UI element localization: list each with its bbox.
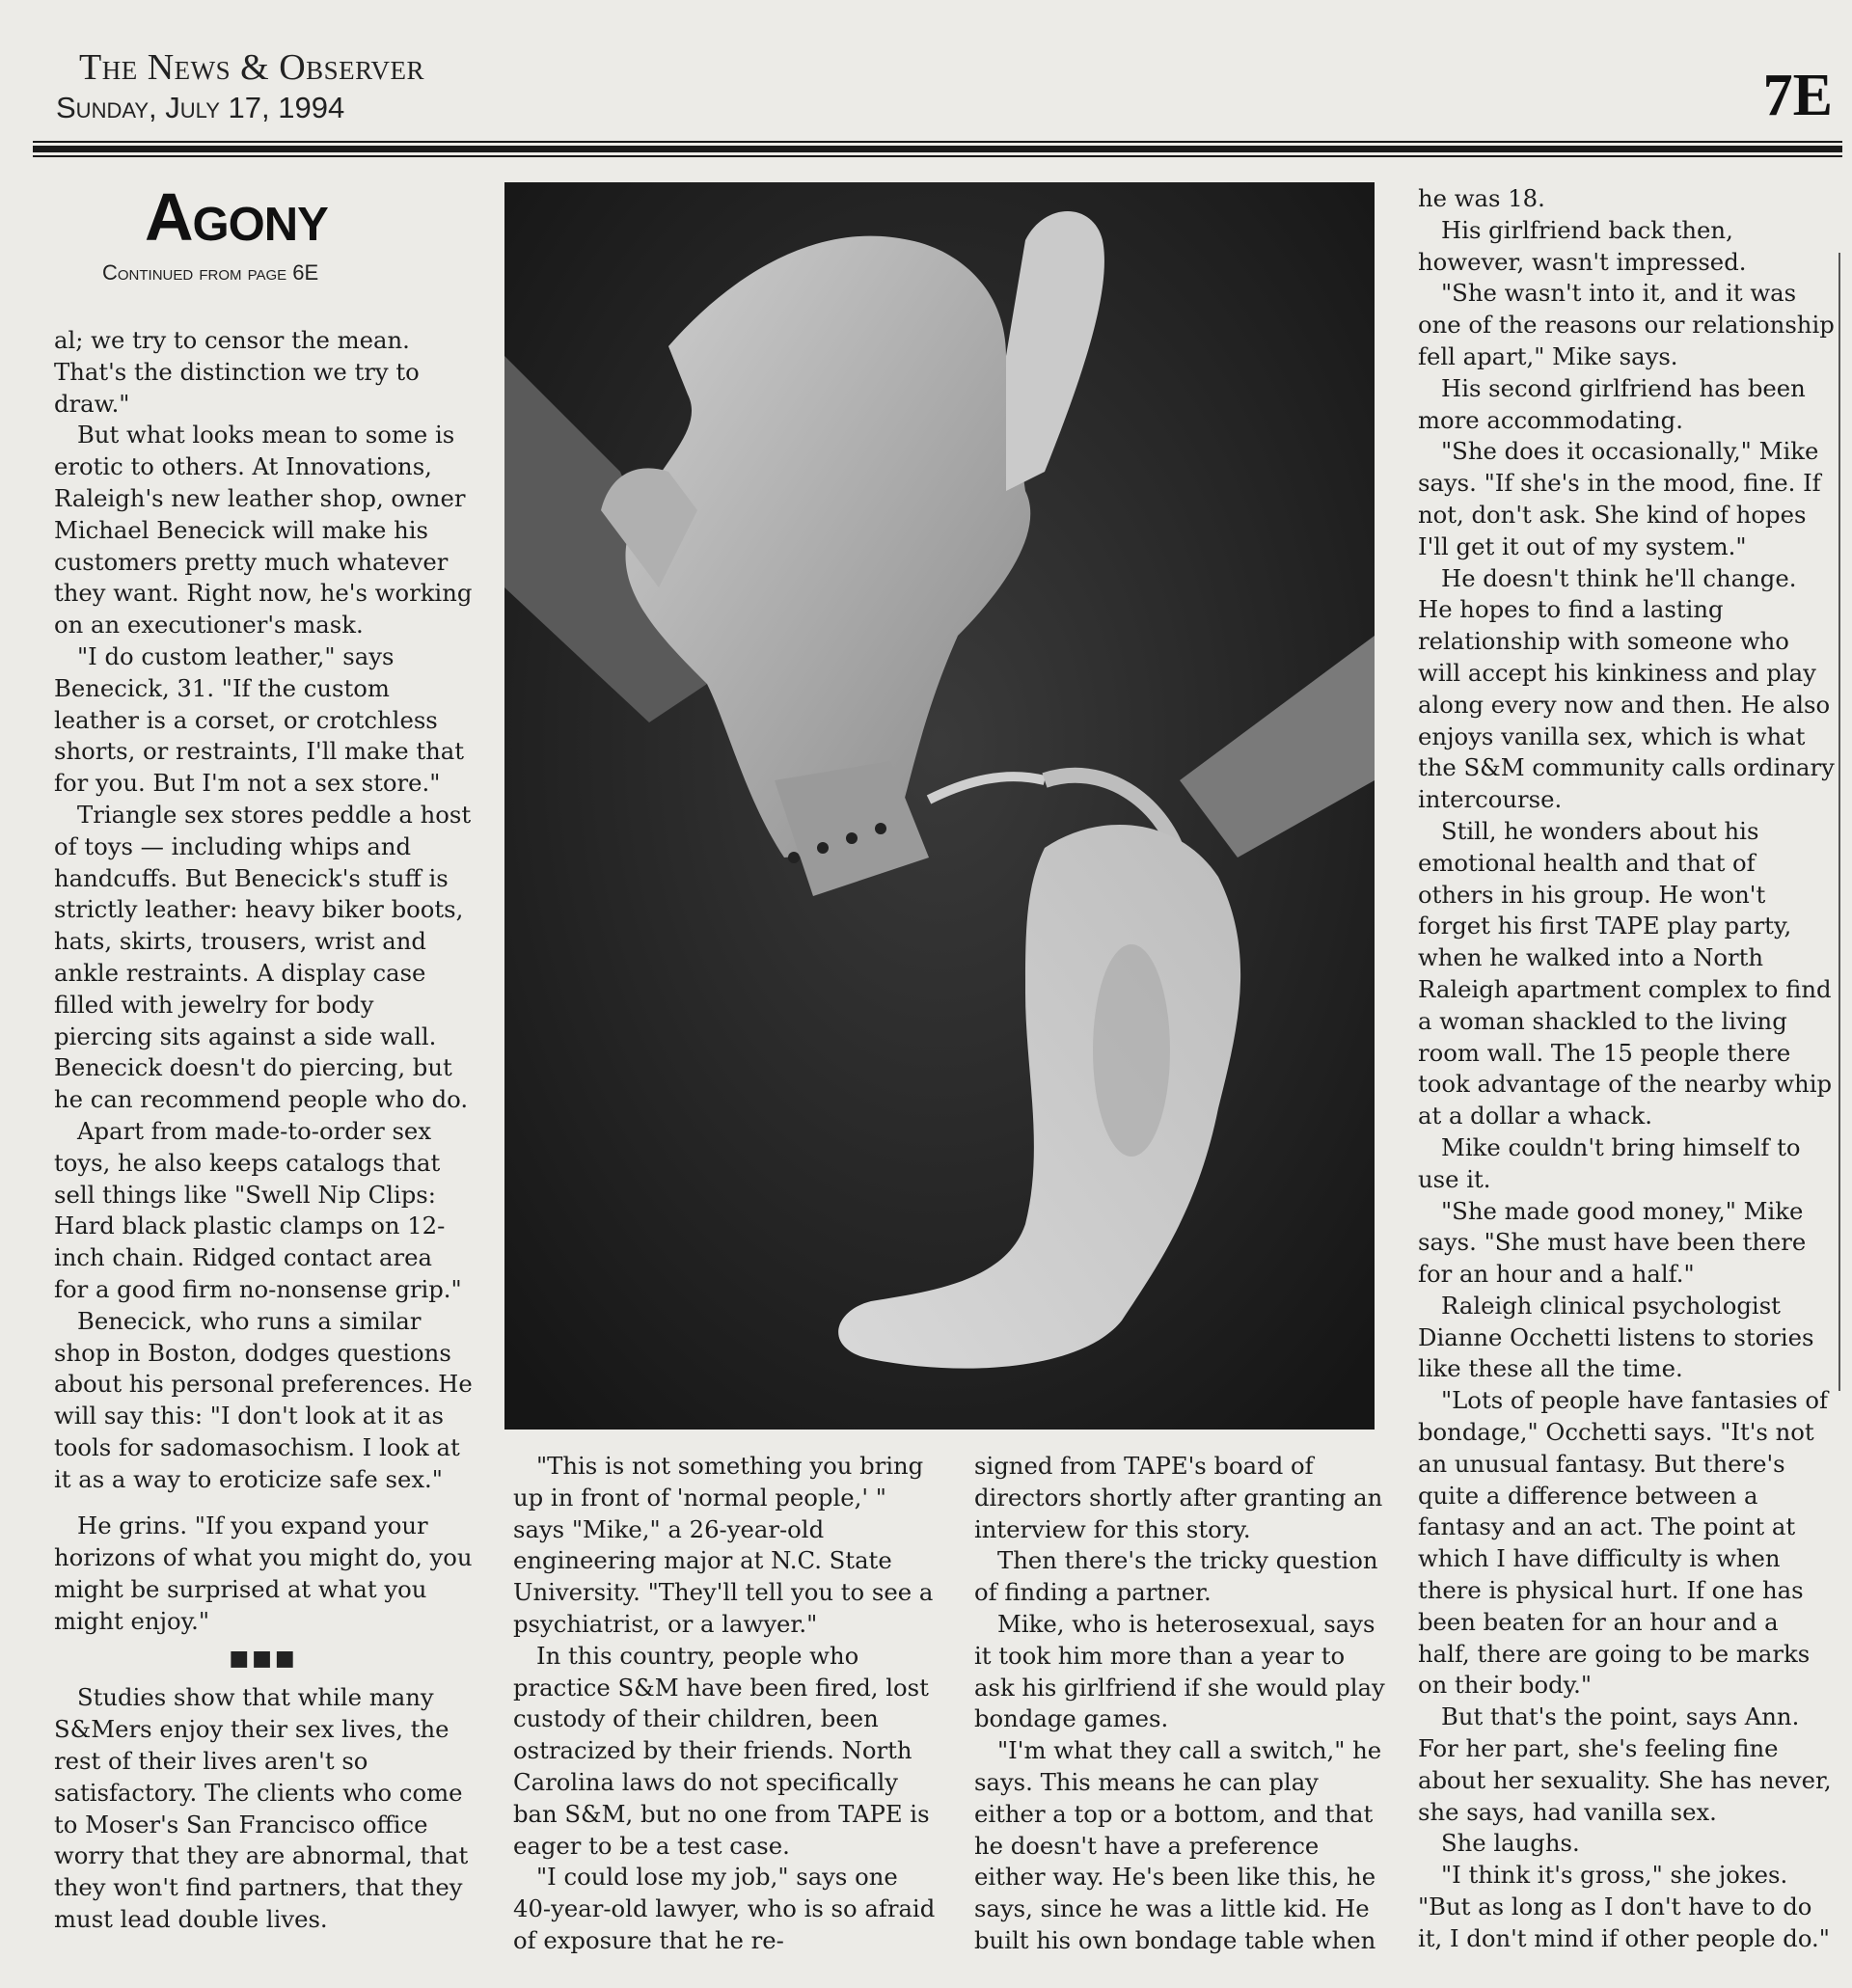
page-number: 7E <box>1762 63 1833 128</box>
paragraph: "I think it's gross," she jokes. "But as long as I don't have to do it, I don't mind if other people do." <box>1418 1861 1830 1952</box>
column-divider <box>1838 253 1840 1391</box>
paragraph: He doesn't think he'll change. He hopes to find a lasting relationship with someone who will accept his kinkiness and play along every now and then. He also enjoys vanilla sex, which is what the S&M community calls ordinary intercourse. <box>1418 563 1835 814</box>
paragraph: "I could lose my job," says one 40-year-old lawyer, who is so afraid of exposure that he re- <box>513 1863 936 1954</box>
paragraph: His second girlfriend has been more accommodating. <box>1418 373 1806 434</box>
paragraph: Triangle sex stores peddle a host of toys — including whips and handcuffs. But Benecick's stuff is strictly leather: heavy biker boots, hats, skirts, trousers, wrist and ankle restraints. A display case filled with jewelry for body piercing sits against a side wall. Benecick doesn't do piercing, but he can recommend people who do. <box>54 800 472 1114</box>
paragraph: Raleigh clinical psychologist Dianne Occhetti listens to stories like these all the time. <box>1418 1291 1814 1383</box>
paragraph: She laughs. <box>1441 1829 1580 1858</box>
article-headline: Agony <box>145 179 328 255</box>
paragraph: Apart from made-to-order sex toys, he also keeps catalogs that sell things like "Swell Nip Clips: Hard black plastic clamps on 12-inch chain. Ridged contact area for a good firm no-nonsense grip." <box>54 1116 462 1303</box>
paragraph: "She wasn't into it, and it was one of the reasons our relationship fell apart," Mike says. <box>1418 279 1835 370</box>
header-rule-thick <box>33 146 1842 152</box>
section-break-bullets: ■■■ <box>229 1646 298 1671</box>
paragraph: "Lots of people have fantasies of bondage," Occhetti says. "It's not an unusual fantasy. But there's quite a difference between a fantasy and an act. The point at which I have difficulty is when there is physical hurt. If one has been beaten for an hour and a half, there are going to be marks on their body." <box>1418 1386 1828 1700</box>
paragraph: His girlfriend back then, however, wasn't impressed. <box>1418 215 1747 276</box>
article-column-1 <box>54 325 473 1936</box>
masthead-paper-name: The News & Observer <box>79 47 425 88</box>
paragraph: "This is not something you bring up in front of 'normal people,' " says "Mike," a 26-year-old engineering major at N.C. State University. "They'll tell you to see a psychiatrist, or a lawyer." <box>513 1452 934 1638</box>
article-column-2 <box>513 1451 938 1957</box>
article-column-4 <box>1418 183 1835 1955</box>
paragraph: But what looks mean to some is erotic to others. At Innovations, Raleigh's new leather shop, owner Michael Benecick will make his customers pretty much whatever they want. Right now, he's working on an executioner's mask. <box>54 421 473 640</box>
paragraph: "I do custom leather," says Benecick, 31. "If the custom leather is a corset, or crotchless shorts, or restraints, I'll make that for you. But I'm not a sex store." <box>54 641 464 798</box>
paragraph: "She made good money," Mike says. "She must have been there for an hour and a half." <box>1418 1196 1807 1289</box>
header-rule-thin-lower <box>33 155 1842 157</box>
paragraph: "I'm what they call a switch," he says. This means he can play either a top or a bottom, and that he doesn't have a preference either way. He's been like this, he says, since he was a little kid. He built his own bondage table when <box>974 1736 1382 1954</box>
paragraph: Benecick, who runs a similar shop in Boston, dodges questions about his personal preferences. He will say this: "I don't look at it as tools for sadomasochism. I look at it as a way to eroticize safe sex." <box>54 1306 473 1493</box>
header-rule-thin <box>33 141 1842 143</box>
paragraph: Studies show that while many S&Mers enjoy their sex lives, the rest of their lives aren't so satisfactory. The clients who come to Moser's San Francisco office worry that they are abnormal, that they won't find partners, that they must lead double lives. <box>54 1683 469 1934</box>
paragraph: He grins. "If you expand your horizons of what you might do, you might be surprised at what you might enjoy." <box>54 1511 473 1635</box>
paragraph: al; we try to censor the mean. That's the distinction we try to draw." <box>54 326 420 418</box>
paragraph: Mike couldn't bring himself to use it. <box>1418 1132 1801 1193</box>
paragraph: But that's the point, says Ann. For her part, she's feeling fine about her sexuality. She has never, she says, had vanilla sex. <box>1418 1702 1832 1826</box>
paragraph: In this country, people who practice S&M have been fired, lost custody of their children, been ostracized by their friends. North Carolina laws do not specifically ban S&M, but no one from TAPE is eager to be a test case. <box>513 1641 930 1860</box>
paragraph: Then there's the tricky question of finding a partner. <box>974 1546 1378 1607</box>
article-photo <box>504 182 1375 1430</box>
paragraph: signed from TAPE's board of directors shortly after granting an interview for this story. <box>974 1452 1383 1543</box>
paragraph: Still, he wonders about his emotional health and that of others in his group. He won't forget his first TAPE play party, when he walked into a North Raleigh apartment complex to find a woman shackled to the living room wall. The 15 people there took advantage of the nearby whip at a dollar a whack. <box>1418 816 1833 1130</box>
paragraph: "She does it occasionally," Mike says. "If she's in the mood, fine. If not, don't ask. She kind of hopes I'll get it out of my system." <box>1418 437 1821 560</box>
paragraph: he was 18. <box>1418 184 1545 212</box>
continued-from-label: Continued from page 6E <box>102 260 319 285</box>
paragraph: Mike, who is heterosexual, says it took him more than a year to ask his girlfriend if she would play bondage games. <box>974 1609 1385 1733</box>
handcuffed-hands-photo-icon <box>504 182 1375 1430</box>
article-column-3 <box>974 1451 1391 1957</box>
masthead-date: Sunday, July 17, 1994 <box>56 91 345 124</box>
